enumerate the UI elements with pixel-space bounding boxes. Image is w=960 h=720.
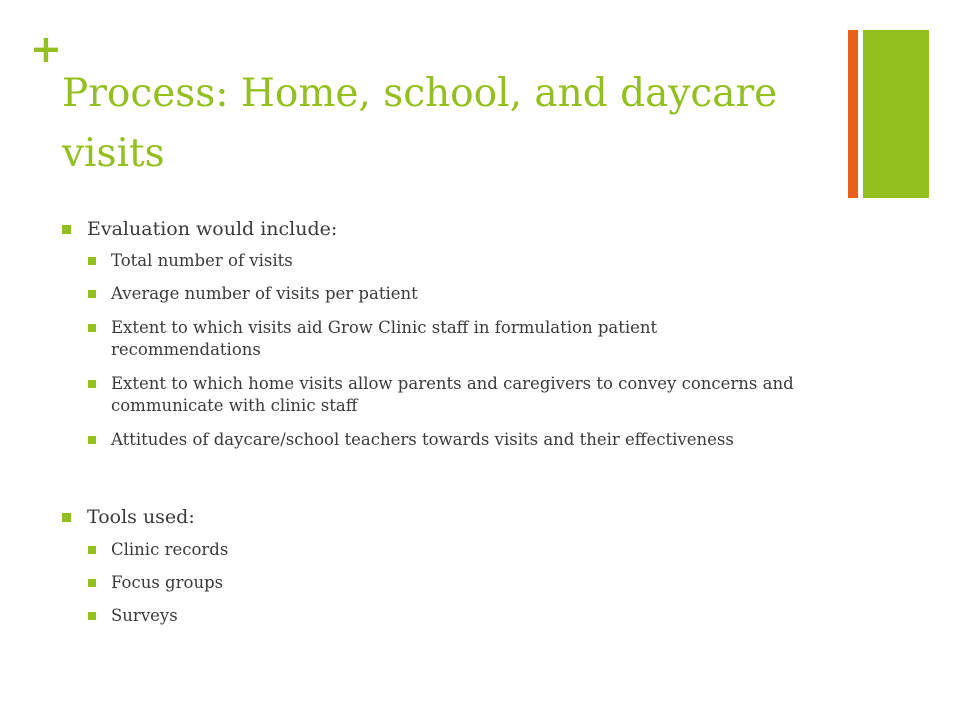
- square-bullet-icon: [88, 579, 96, 587]
- bullet-text: Extent to which home visits allow parents and caregivers to convey concerns and communicate with clinic staff: [111, 374, 794, 415]
- bullet-level1: [87, 217, 337, 241]
- square-bullet-icon: [88, 380, 96, 388]
- bullet-text: Average number of visits per patient: [111, 284, 418, 303]
- bullet-level2: [111, 317, 811, 361]
- bullet-level2: [111, 250, 811, 272]
- square-bullet-icon: [88, 546, 96, 554]
- section-heading: Evaluation would include:: [87, 218, 338, 240]
- bullet-level2: [111, 572, 811, 594]
- square-bullet-icon: [88, 257, 96, 265]
- plus-icon: +: [30, 27, 62, 71]
- square-bullet-icon: [62, 513, 71, 522]
- orange-accent-bar: [848, 30, 858, 198]
- bullet-text: Total number of visits: [111, 251, 293, 270]
- square-bullet-icon: [88, 436, 96, 444]
- bullet-level2: [111, 539, 811, 561]
- bullet-text: Surveys: [111, 606, 178, 625]
- square-bullet-icon: [88, 290, 96, 298]
- bullet-text: Attitudes of daycare/school teachers towards visits and their effectiveness: [111, 430, 734, 449]
- bullet-text: Focus groups: [111, 573, 224, 592]
- bullet-level2: [111, 605, 811, 627]
- bullet-level2: [111, 283, 811, 305]
- bullet-text: Clinic records: [111, 540, 229, 559]
- square-bullet-icon: [62, 225, 71, 234]
- green-accent-bar: [863, 30, 929, 198]
- square-bullet-icon: [88, 612, 96, 620]
- square-bullet-icon: [88, 324, 96, 332]
- slide-title: Process: Home, school, and daycare visits: [62, 71, 778, 176]
- bullet-level2: [111, 429, 811, 451]
- section-heading: Tools used:: [87, 506, 195, 528]
- bullet-level1: [87, 505, 195, 529]
- bullet-text: Extent to which visits aid Grow Clinic staff in formulation patient recommendations: [111, 318, 658, 359]
- bullet-level2: [111, 373, 811, 417]
